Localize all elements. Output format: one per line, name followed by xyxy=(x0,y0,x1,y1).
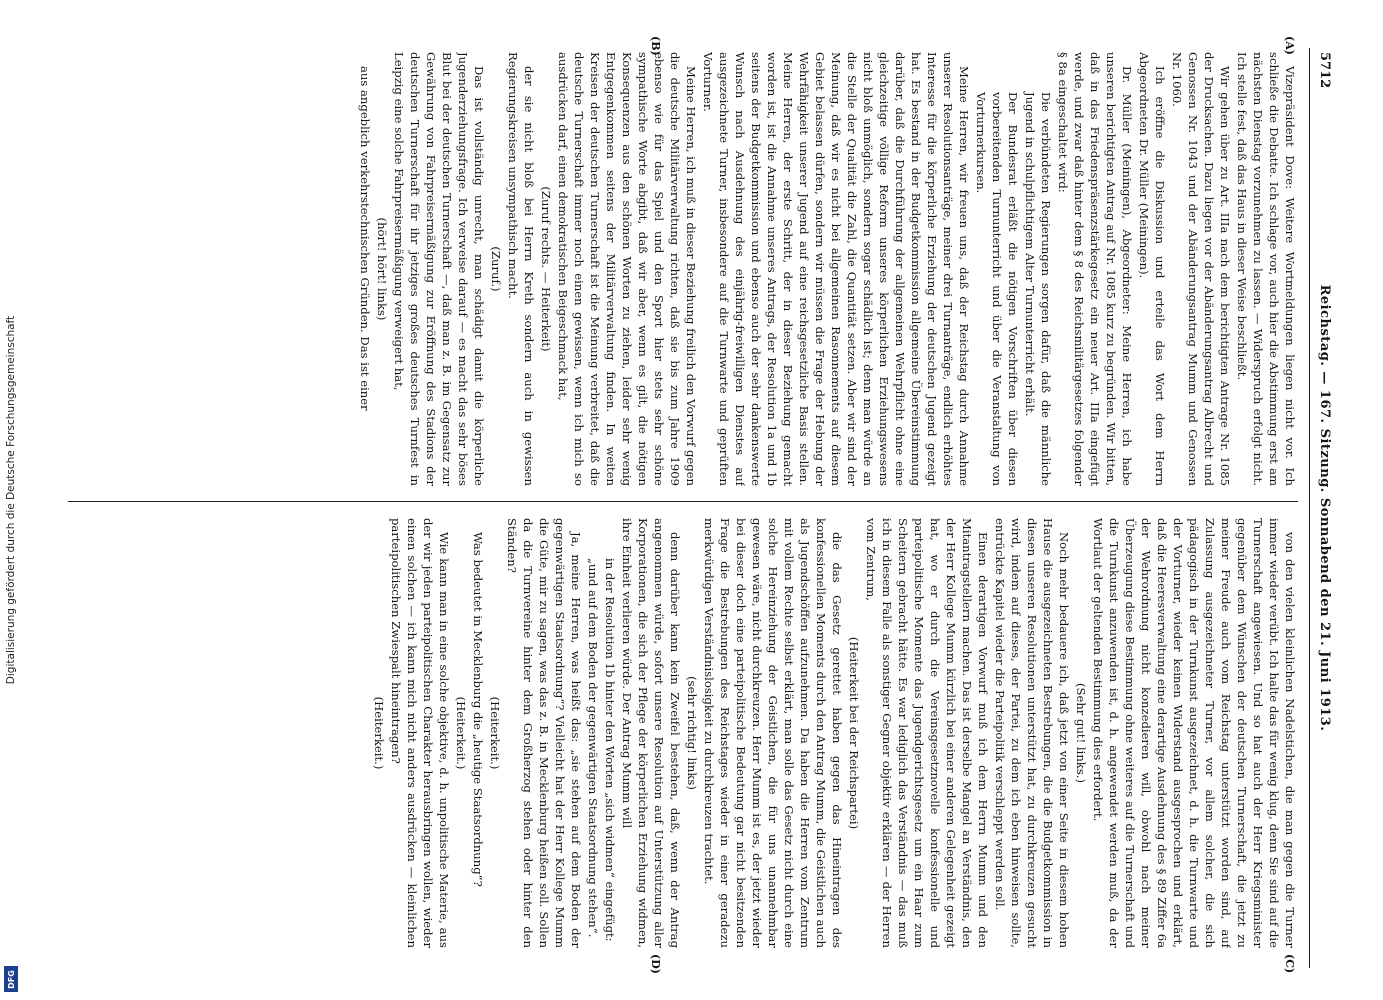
credit-text: Digitalisierung gefördert durch die Deutsche Forschungsgemeinschaft xyxy=(5,315,17,685)
paragraph: von den vielen kleinlichen Nadelstichen, die man gegen die Turner immer wieder verübt. Ich halte das für wenig klug, denn Sie sind auf die Turnerschaft angewiesen. Und so hat auch der Herr Kriegsminister gegenüber dem Wünschen der deutschen Turnerschaft, die jetzt zu meiner Freude auch vom Reichstag unterstützt worden sind, auf Zulassung ausgezeichneter Turner, vor allem solcher, die sich pädagogisch in der Turnkunst ausgezeichnet, d. h. die Turnwarte und der Vorturner, wieder keinen Widerstand ausgesprochen und erklärt, daß die Heeresverwaltung eine derartige Ausdehnung des § 89 Ziffer 6a der Wehrordnung nicht konzedieren will, obwohl nach meiner Überzeugung diese Bestimmung ohne weiteres auf die Turnerschaft und die Turnkunst anzuwenden ist, d. h. angewendet werden muß, da der Wortlaut der geltenden Bestimmung dies erfordert. xyxy=(1091,518,1297,948)
paragraph: aus angeblich verkehrstechnischen Gründen. Das ist einer xyxy=(358,66,372,411)
interjection: (hört! hört! links) xyxy=(375,217,389,321)
margin-letter-b: (B) xyxy=(649,36,662,56)
paragraph: Ich eröffne die Diskussion und erteile das Wort dem Herrn Abgeordneten Dr. Müller (Meiningen). xyxy=(1137,52,1167,486)
dfg-logo-text: DFG xyxy=(6,969,16,989)
paragraph: Wie kann man in eine solche objektive, d. h. unpolitische Materie, aus der wir jeden parteipolitischen Charakter herausbringen wollen, wieder einen solchen — ich kann mich nicht anders ausdrücken — kleinlichen parteipolitischen Zwiespalt hineintragen? xyxy=(389,518,451,948)
margin-letter-c: (C) xyxy=(1283,954,1296,974)
paragraph: Meine Herren, wir freuen uns, daß der Reichstag durch Annahme unserer Resolutionsanträge, meiner drei Turnanträge, endlich erhöhtes Interesse für die körperliche Erziehung der deutschen Jugend gezeigt hat. Es bestand in der Budgetkommission allgemeine Übereinstimmung darüber, daß die Durchführung der allgemeinen Wehrpflicht ohne eine gleichzeitige völlige Reform unseres körperlichen Erziehungswesens nicht bloß unmöglich, sondern sogar schädlich ist; denn man würde an die Stelle der Qualität die Zahl, die Quantität setzen. Aber wir sind der Meinung, daß wir es nicht bei allgemeinen Rasonnements auf diesem Gebiet belassen dürfen, sondern wir müssen die Frage der Hebung der Wehrfähigkeit unserer Jugend auf eine reichsgesetzliche Basis stellen. Meine Herren, der erste Schritt, der in dieser Beziehung gemacht worden ist, ist die Annahme unseres Antrags, der Resolution 1a und 1b seitens der Budgetkommission und ebenso auch der sehr dankenswerte Wunsch nach Ausdehnung des einjährig-freiwilligen Dienstes auf ausgezeichnete Turner, insbesondere auf die Turnwarte und geprüften Vorturner. xyxy=(701,52,971,486)
quoted-text: in der Resolution 1b hinter den Worten „sich widmen“ eingefügt: xyxy=(603,558,617,942)
page-number: 5712 xyxy=(1317,52,1332,89)
paragraph: Einen derartigen Vorwurf muß ich dem Herrn Mumm und den Mitantragstellern machen. Das ist derselbe Mangel an Verständnis, den der Herr Kollege Mumm kürzlich bei einer anderen Gelegenheit gezeigt hat, wo er durch die Vereinsgesetznovelle konfessionelle und parteipolitische Momente das Jugendgerichtsgesetz um ein Haar zum Scheitern gebracht hätte. Es war lediglich das Verständnis — das muß ich in diesem Falle als sonstiger Gegner objektiv erklären — der Herren vom Zentrum, xyxy=(864,518,990,948)
paragraph: der sie nicht bloß bei Herrn Kreth sondern auch in gewissen Regierungskreisen unsympathisch macht. xyxy=(506,52,536,486)
paragraph: Dr. Müller (Meiningen), Abgeordneter: Meine Herren, ich habe unseren berichtigten Antrag auf Nr. 1085 kurz zu begründen. Wir bitten, daß in das Friedenspräsenzstärkegesetz ein neuer Art. IIIa eingefügt werde, und zwar daß hinter dem § 8 des Reichsmilitärgesetzes folgender § 8a eingeschaltet wird: xyxy=(1056,52,1134,486)
interjection: (Heiterkeit.) xyxy=(454,696,468,770)
paragraph: Vizepräsident Dove: Weitere Wortmeldungen liegen nicht vor. Ich schließe die Debatte. Ich schlage vor, auch hier die Abstimmung erst am nächsten Dienstag vorzunehmen zu lassen. — Widerspruch erfolgt nicht. Ich stelle fest, daß das Haus in dieser Weise beschließt. xyxy=(1235,52,1297,486)
interjection: (sehr richtig! links) xyxy=(685,676,699,790)
page-content xyxy=(52,38,1342,978)
quoted-text: „und auf dem Boden der gegenwärtigen Staatsordnung stehen“. xyxy=(586,558,600,938)
page-title: Reichstag. — 167. Sitzung. Sonnabend den 21. Juni 1913. xyxy=(1317,284,1332,732)
margin-letter-a: (A) xyxy=(1283,36,1296,55)
paragraph: Wir gehen über zu Art. IIIa nach dem berichtigten Antrage Nr. 1085 der Drucksachen. Dazu liegen vor der Abänderungsantrag Albrecht und Genossen Nr. 1043 und der Abänderungsantrag Mumm und Genossen Nr. 1060. xyxy=(1170,52,1232,486)
paragraph: Was bedeutet in Mecklenburg die „heutige Staatsordnung“? xyxy=(471,532,485,887)
paragraph: Meine Herren, ich muß in dieser Beziehung freilich den Vorwurf gegen die deutsche Militärverwaltung richten, daß sie bis zum Jahre 1909 ebenso wie für das Spiel und den Sport hier stets sehr schöne sympathische Worte abgibt, daß wir aber, wenn es gilt, die nötigen Konsequenzen aus den schönen Worten zu ziehen, leider sehr wenig Entgegenkommen seitens der Militärverwaltung finden. In weiten Kreisen der deutschen Turnerschaft ist die Meinung verbreitet, daß die deutsche Turnerschaft immer noch einen gewissen, wenn ich mich so ausdrücken darf, einen demokratischen Beigeschmack hat, xyxy=(556,52,698,486)
left-column xyxy=(66,52,1298,486)
quoted-text: Der Bundesrat erläßt die nötigen Vorschriften über diesen vorbereitenden Turnunterricht und über die Veranstaltung von Vorturnerkursen. xyxy=(974,92,1020,486)
interjection: (Zuruf rechts. — Heiterkeit) xyxy=(539,186,553,352)
paragraph: denn darüber kann kein Zweifel bestehen, daß, wenn der Antrag angenommen würde, sofort unsere Resolution auf Unterstützung aller Korporationen, die sich der Pflege der körperlichen Erziehung widmen, ihre Einheit verlieren würde. Der Antrag Mumm will xyxy=(620,518,682,948)
interjection: (Heiterkeit.) xyxy=(372,696,386,770)
page-header xyxy=(1309,48,1336,968)
paragraph: die das Gesetz gerettet haben gegen das Hineintragen des konfessionellen Moments durch den Antrag Mumm, die Geistlichen auch als Jugendschöffen aufzunehmen. Da haben die Herren vom Zentrum mit vollem Rechte selbst erklärt, man solle das Gesetz nicht durch eine solche Hereinziehung der Geistlichen, die für uns unannehmbar gewesen wäre, nicht durchkreuzen. Herr Mumm ist es, der jetzt wieder bei dieser doch eine parteipolitische Bedeutung gar nicht besitzenden Frage die Bestrebungen des Reichstages wieder in einer geradezu merkwürdigen Verständnislosigkeit zu durchkreuzen trachtet. xyxy=(702,518,844,948)
column-divider xyxy=(68,501,1298,502)
paragraph: Noch mehr bedauere ich, daß jetzt von einer Seite in diesem hohen Hause die ausgezeichneten Bestrebungen, die die Budgetkommission in diesen unseren Resolutionen unterstützt hat, zu durchkreuzen gesucht wird, indem auf dieses, der Partei, zu dem ich eben hinweisen sollte, entrückte Kapitel wieder die Parteipolitik verschleppt werden soll. xyxy=(993,518,1071,948)
scanned-page xyxy=(52,38,1342,978)
paragraph: Das ist vollständig unrecht, man schädigt damit die körperliche Jugenderziehungsfrage. Ich verweise darauf — es macht das sehr böses Blut bei der deutschen Turnerschaft —, daß man z. B. im Gegensatz zur Gewährung von Fahrpreisermäßigung zur Eröffnung des Stadions der deutschen Turnerschaft für ihr jetziges großes deutsches Turnfest in Leipzig eine solche Fahrpreisermäßigung verweigert hat, xyxy=(392,52,486,486)
quoted-text: Die verbündeten Regierungen sorgen dafür, daß die männliche Jugend in schulpflichtigem Alter Turnunterricht erhält. xyxy=(1023,92,1053,486)
interjection: (Zuruf.) xyxy=(489,246,503,292)
interjection: (Heiterkeit bei der Reichspartei) xyxy=(847,636,861,830)
interjection: (Heiterkeit.) xyxy=(488,696,502,770)
dfg-logo xyxy=(4,966,18,992)
interjection: (Sehr gut! links.) xyxy=(1074,683,1088,783)
right-column xyxy=(66,518,1298,948)
digitization-credit xyxy=(0,0,22,1000)
margin-letter-d: (D) xyxy=(649,954,662,974)
paragraph: Ja, meine Herren, was heißt das: „sie stehen auf dem Boden der gegenwärtigen Staatsordnung“? Vielleicht hat der Herr Kollege Mumm die Güte, mir zu sagen, was das z. B. in Mecklenburg heißen soll. Sollen da die Turnvereine hinter dem Großherzog stehen oder hinter den Ständen? xyxy=(505,518,583,948)
